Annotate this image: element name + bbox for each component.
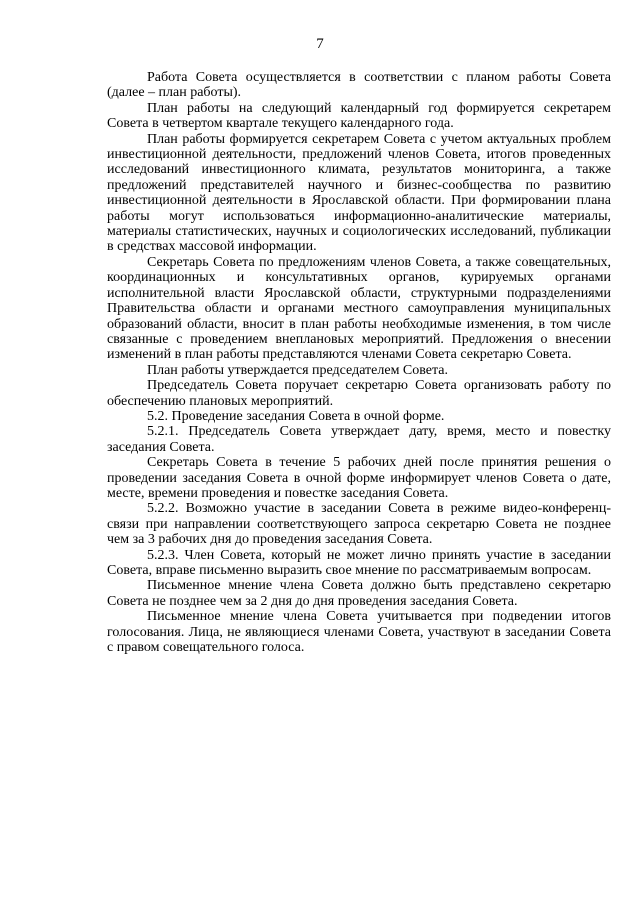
paragraph-written-opinion-deadline: Письменное мнение члена Совета должно быть представлено секретарю Совета не позднее чем за 2 дня до дня проведения заседания Совета. (107, 578, 611, 609)
paragraph-section-5-2-1: 5.2.1. Председатель Совета утверждает дату, время, место и повестку заседания Совета. (107, 424, 611, 455)
paragraph-written-opinion-counting: Письменное мнение члена Совета учитывается при подведении итогов голосования. Лица, не являющиеся членами Совета, участвуют в заседании Совета с правом совещательного голоса. (107, 609, 611, 656)
paragraph-section-5-2-2: 5.2.2. Возможно участие в заседании Совета в режиме видео-конференц-связи при направлении соответствующего запроса секретарю Совета не позднее чем за 3 рабочих дня до проведения заседания Совета. (107, 501, 611, 548)
paragraph-plan-approval: План работы утверждается председателем Совета. (147, 362, 449, 378)
paragraph-chairman-instruction: Председатель Совета поручает секретарю Совета организовать работу по обеспечению плановых мероприятий. (107, 378, 611, 409)
paragraph-secretary-notification: Секретарь Совета в течение 5 рабочих дней после принятия решения о проведении заседания Совета в очной форме информирует членов Совета о дате, месте, времени проведения и повестке заседания Совета. (107, 455, 611, 501)
paragraph-plan-changes: Секретарь Совета по предложениям членов Совета, а также совещательных, координационных и консультативных органов, курируемых органами исполнительной власти Ярославской области, структурными подразделениями Правительства области и органами местного самоуправления муниципальных образований области, вносит в план работы необходимые изменения, в том числе связанные с проведением внеплановых мероприятий. Предложения о внесении изменений в план работы представляются членами Совета секретарю Совета. (107, 254, 611, 363)
paragraph-section-5-2-3: 5.2.3. Член Совета, который не может лично принять участие в заседании Совета, вправе письменно выразить свое мнение по рассматриваемым вопросам. (107, 547, 611, 578)
paragraph-plan-formation-time: План работы на следующий календарный год формируется секретарем Совета в четвертом квартале текущего календарного года. (107, 100, 611, 132)
paragraph-plan-formation-basis: План работы формируется секретарем Совета с учетом актуальных проблем инвестиционной деятельности, предложений членов Совета, итогов проведенных исследований инвестиционного климата, результатов мониторинга, а также предложений представителей научного и бизнес-сообщества по развитию инвестиционной деятельности в Ярославской области. При формировании плана работы могут использоваться информационно-аналитические материалы, материалы статистических, научных и социологических исследований, публикации в средствах массовой информации. (107, 131, 611, 255)
paragraph-plan-of-work: Работа Совета осуществляется в соответствии с планом работы Совета (далее – план работы). (107, 70, 611, 101)
paragraph-section-5-2: 5.2. Проведение заседания Совета в очной форме. (147, 408, 445, 424)
page-number: 7 (316, 36, 324, 52)
document-body (107, 70, 611, 655)
